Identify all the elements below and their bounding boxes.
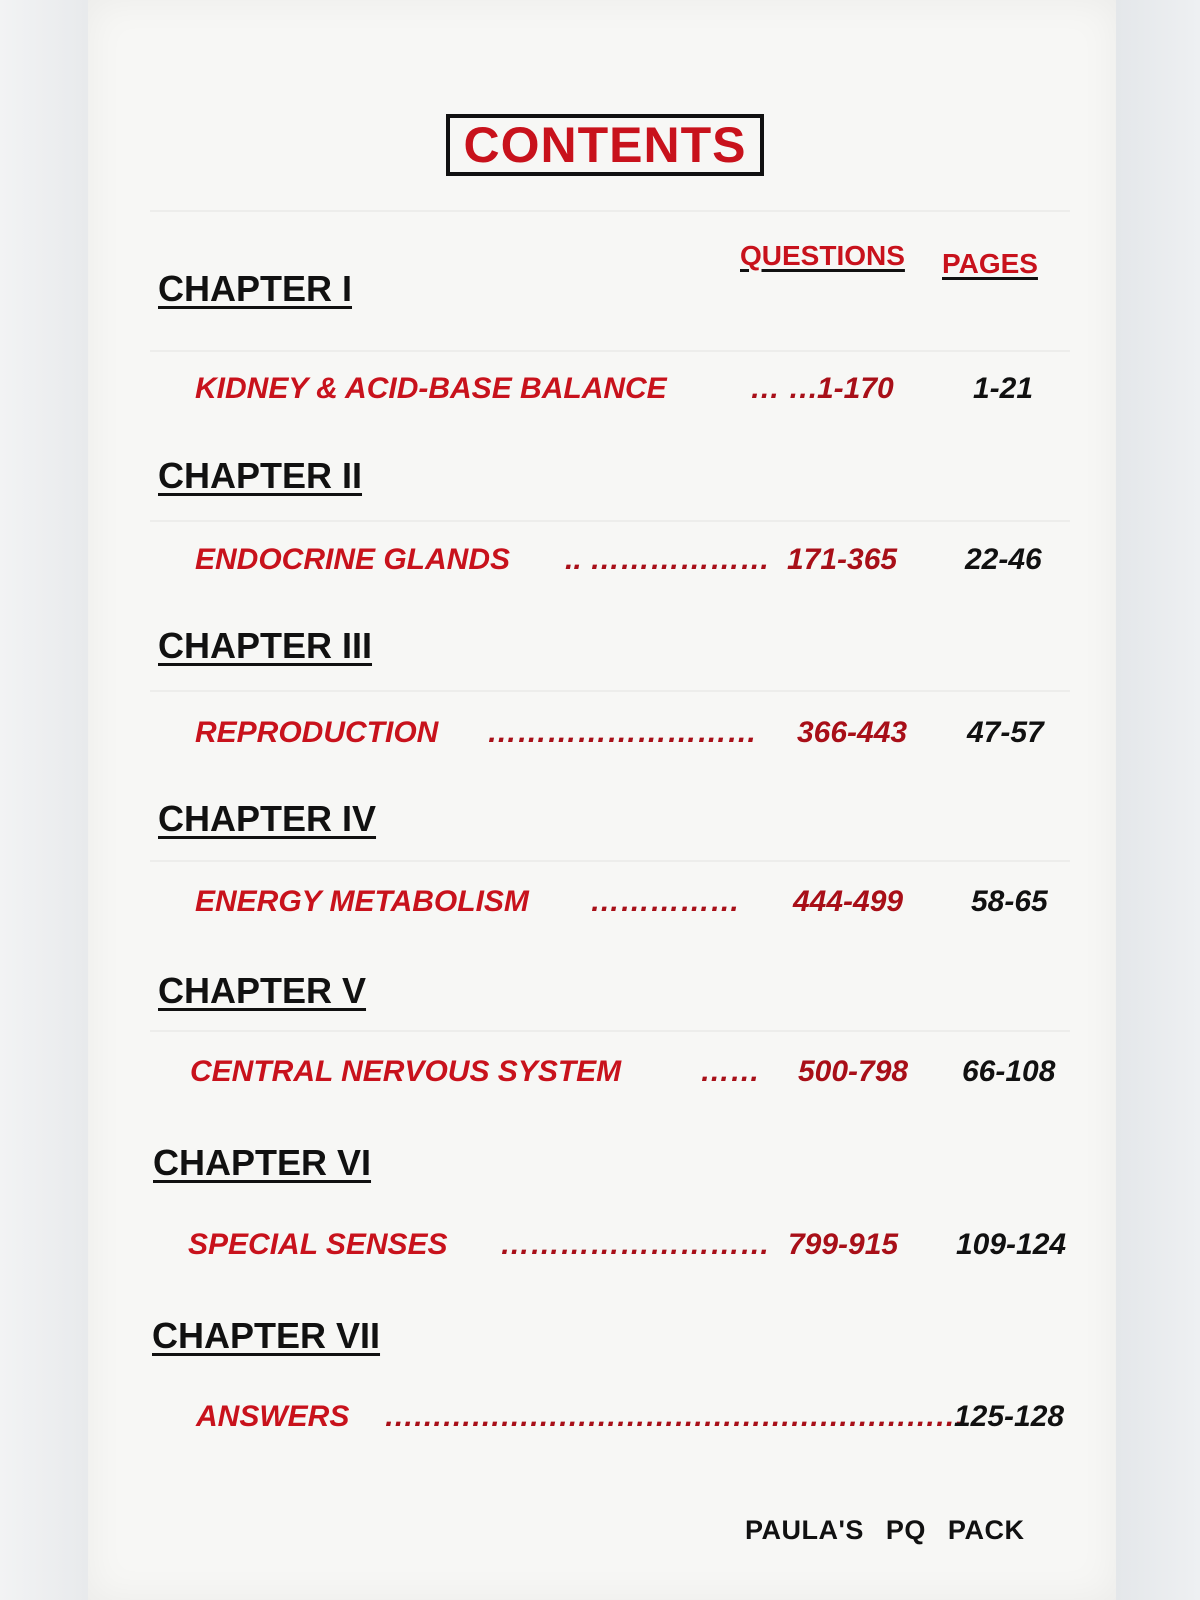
chapter-heading: CHAPTER II (158, 455, 363, 496)
entry-questions: 799-915 (788, 1228, 899, 1261)
entry-questions: 171-365 (787, 543, 898, 576)
entry-leader: …… (700, 1055, 760, 1088)
entry-leader: … … (750, 372, 819, 405)
entry-title: KIDNEY & ACID-BASE BALANCE (195, 372, 667, 405)
chapter-heading: CHAPTER VII (152, 1315, 381, 1356)
chapter-heading: CHAPTER III (158, 625, 373, 666)
bleed-line (150, 690, 1070, 692)
page-right-margin (1116, 0, 1200, 1600)
bleed-line (150, 1030, 1070, 1032)
toc-entry (195, 885, 1075, 925)
entry-title: ENDOCRINE GLANDS (195, 543, 511, 576)
contents-title-box (446, 114, 764, 176)
questions-column-header: QUESTIONS (740, 240, 905, 271)
toc-entry (188, 1228, 1068, 1268)
entry-leader: …………………………………………………… (384, 1400, 964, 1433)
chapter-heading: CHAPTER V (158, 970, 367, 1011)
entry-title: SPECIAL SENSES (188, 1228, 448, 1261)
entry-leader: ……………………… (500, 1228, 770, 1261)
toc-entry (195, 716, 1075, 756)
contents-title: CONTENTS (463, 117, 747, 173)
bleed-line (150, 520, 1070, 522)
entry-leader: …………… (590, 885, 740, 918)
toc-entry (190, 1055, 1070, 1095)
entry-pages: 125-128 (954, 1400, 1065, 1433)
entry-questions: 500-798 (798, 1055, 909, 1088)
entry-title: ENERGY METABOLISM (195, 885, 529, 918)
entry-leader: ……………………… (487, 716, 757, 749)
entry-title: CENTRAL NERVOUS SYSTEM (190, 1055, 622, 1088)
toc-entry (195, 543, 1075, 583)
entry-pages: 58-65 (971, 885, 1048, 918)
toc-entry (195, 372, 1075, 412)
chapter-heading: CHAPTER I (158, 268, 353, 309)
entry-leader: .. ……………… (565, 543, 771, 576)
footer-caption: PAULA'S PQ PACK (745, 1515, 1025, 1545)
page-left-margin (0, 0, 88, 1600)
bleed-line (150, 210, 1070, 212)
toc-entry (196, 1400, 1076, 1440)
entry-pages: 109-124 (956, 1228, 1067, 1261)
entry-pages: 47-57 (967, 716, 1044, 749)
entry-questions: 444-499 (793, 885, 904, 918)
entry-title: REPRODUCTION (195, 716, 439, 749)
entry-pages: 66-108 (962, 1055, 1056, 1088)
entry-title: ANSWERS (196, 1400, 350, 1433)
entry-pages: 1-21 (973, 372, 1034, 405)
entry-questions: 366-443 (797, 716, 908, 749)
entry-pages: 22-46 (965, 543, 1042, 576)
chapter-heading: CHAPTER IV (158, 798, 377, 839)
bleed-line (150, 350, 1070, 352)
pages-column-header: PAGES (942, 248, 1038, 279)
bleed-line (150, 860, 1070, 862)
entry-questions: 1-170 (817, 372, 894, 405)
chapter-heading: CHAPTER VI (153, 1142, 372, 1183)
